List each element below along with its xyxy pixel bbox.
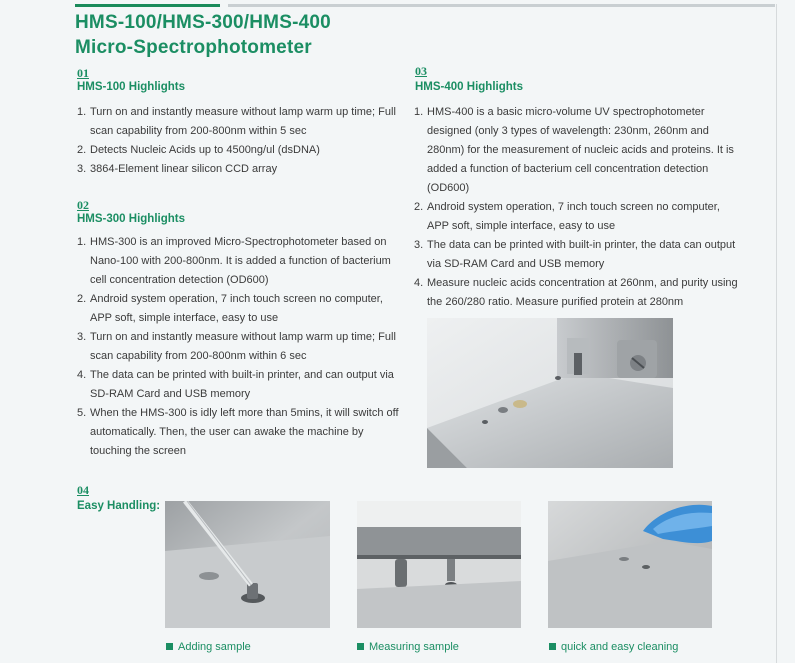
bullet-square-icon (549, 643, 556, 650)
hms400-list (414, 103, 744, 312)
section-heading-hms300: HMS-300 Highlights (77, 213, 185, 225)
caption-measuring-sample: Measuring sample (357, 641, 459, 653)
instrument-illustration (427, 318, 673, 468)
page-subtitle: Micro-Spectrophotometer (75, 37, 312, 58)
measuring-sample-illustration (357, 501, 521, 628)
top-accent-bar (75, 4, 220, 7)
instrument-photo (427, 318, 673, 468)
section-number-02: 02 (77, 198, 89, 212)
list-item: 2. Android system operation, 7 inch touch screen no computer, APP soft, simple interface, easy to use (77, 293, 383, 324)
list-item: 3. 3864-Element linear silicon CCD array (77, 163, 278, 175)
hms100-list (77, 103, 402, 179)
hms300-list (77, 233, 405, 461)
list-item: 3. Turn on and instantly measure without lamp warm up time; Full scan capability from 200-800nm within 6 sec (77, 331, 396, 362)
section-number-01: 01 (77, 66, 89, 80)
section-heading-hms400: HMS-400 Highlights (415, 81, 523, 93)
list-item: 4. The data can be printed with built-in printer, and can output via SD-RAM Card and USB memory (77, 369, 394, 400)
caption-adding-sample: Adding sample (166, 641, 251, 653)
list-item: 2. Android system operation, 7 inch touch screen no computer, APP soft, simple interface, easy to use (414, 201, 720, 232)
page-title: HMS-100/HMS-300/HMS-400 (75, 12, 331, 33)
right-border-line (776, 4, 777, 663)
list-item: 5. When the HMS-300 is idly left more than 5mins, it will switch off automatically. Then, the user can awake the machine by touching the screen (77, 407, 399, 457)
bullet-square-icon (357, 643, 364, 650)
section-heading-easy-handling: Easy Handling: (77, 500, 161, 512)
list-item: 2. Detects Nucleic Acids up to 4500ng/ul (dsDNA) (77, 144, 320, 156)
list-item: 1. Turn on and instantly measure without lamp warm up time; Full scan capability from 200-800nm within 5 sec (77, 106, 396, 137)
bullet-square-icon (166, 643, 173, 650)
caption-cleaning: quick and easy cleaning (549, 641, 678, 653)
list-item: 1. HMS-300 is an improved Micro-Spectrophotometer based on Nano-100 with 200-800nm. It is added a function of bacterium cell concentration detection (OD600) (77, 236, 391, 286)
top-grey-bar (228, 4, 775, 7)
list-item: 3. The data can be printed with built-in printer, the data can output via SD-RAM Card and USB memory (414, 239, 736, 270)
adding-sample-illustration (165, 501, 330, 628)
cleaning-photo (548, 501, 712, 628)
list-item: 1. HMS-400 is a basic micro-volume UV spectrophotometer designed (only 3 types of wavelength: 230nm, 260nm and 280nm) for the measurement of nucleic acids and proteins. It is added a function of bacterium cell concentration detection (OD600) (414, 106, 734, 194)
list-item: 4. Measure nucleic acids concentration at 260nm, and purity using the 260/280 ratio. Measure purified protein at 280nm (414, 277, 738, 308)
section-number-03: 03 (415, 64, 427, 78)
adding-sample-photo (165, 501, 330, 628)
measuring-sample-photo (357, 501, 521, 628)
section-number-04: 04 (77, 483, 89, 497)
cleaning-illustration (548, 501, 712, 628)
section-heading-hms100: HMS-100 Highlights (77, 81, 185, 93)
